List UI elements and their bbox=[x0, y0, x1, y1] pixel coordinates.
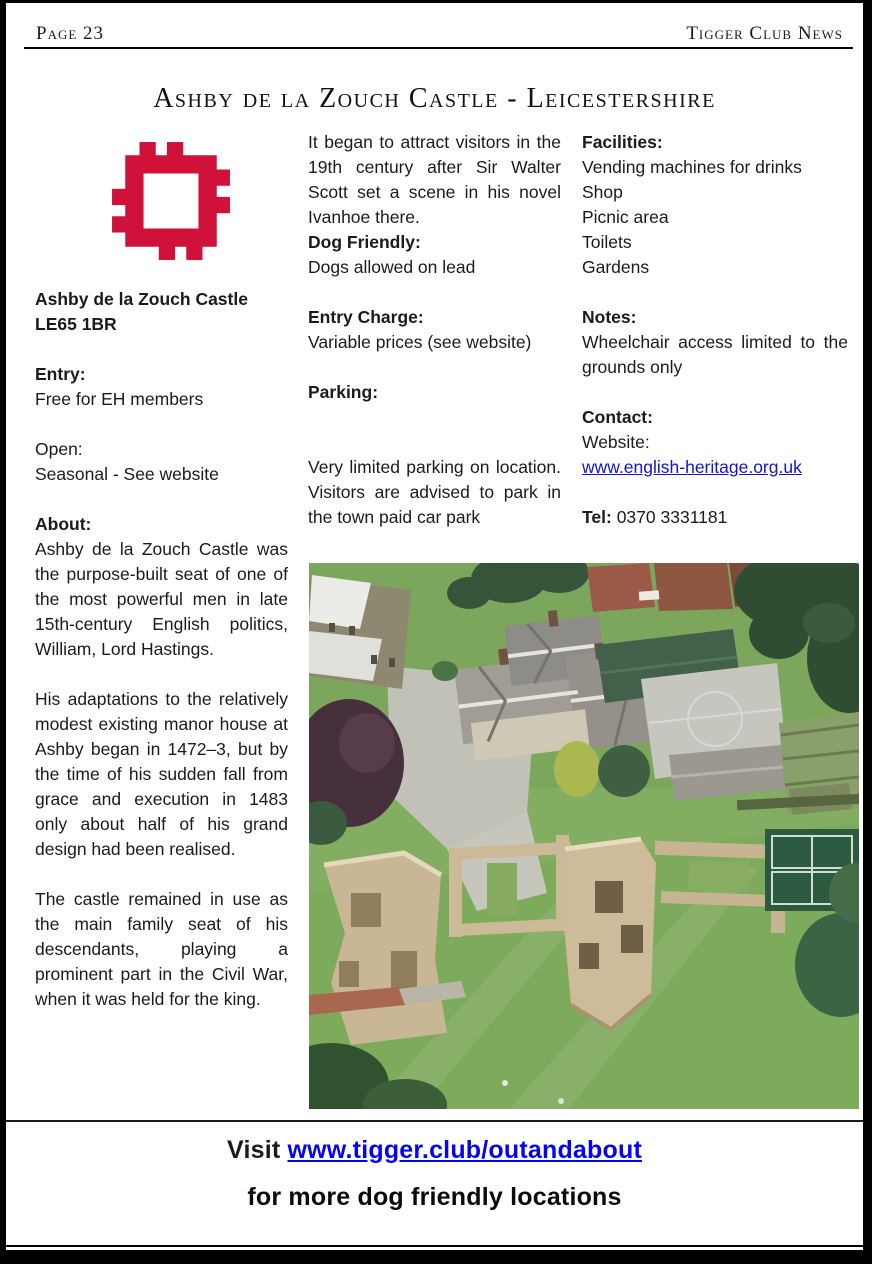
about-paragraph-1: Ashby de la Zouch Castle was the purpose-built seat of one of the most powerful men in late 15th-century English politics, William, Lord Hastings. bbox=[35, 539, 288, 659]
english-heritage-logo-icon bbox=[35, 130, 288, 287]
notes-label: Notes: bbox=[582, 307, 637, 327]
tel-line bbox=[582, 505, 848, 530]
facility-item: Gardens bbox=[582, 257, 650, 277]
footer-visit-prefix: Visit bbox=[227, 1136, 281, 1164]
facility-item: Shop bbox=[582, 182, 623, 202]
header-divider bbox=[24, 47, 853, 49]
left-column bbox=[35, 130, 288, 1012]
english-heritage-link[interactable]: www.english-heritage.org.uk bbox=[582, 457, 802, 477]
castle-aerial-photo bbox=[309, 563, 859, 1109]
footer-tagline: for more dog friendly locations bbox=[247, 1183, 622, 1211]
tel-value: 0370 3331181 bbox=[616, 507, 728, 527]
contact-label: Contact: bbox=[582, 407, 653, 427]
site-name: Ashby de la Zouch Castle bbox=[35, 289, 248, 309]
open-value: Seasonal - See website bbox=[35, 464, 219, 484]
newsletter-title: Tigger Club News bbox=[686, 23, 843, 44]
dog-friendly-value: Dogs allowed on lead bbox=[308, 257, 476, 277]
parking-label: Parking: bbox=[308, 382, 379, 402]
facility-item: Picnic area bbox=[582, 207, 669, 227]
middle-column bbox=[308, 130, 561, 530]
footer-visit-line bbox=[6, 1136, 863, 1165]
tigger-club-link[interactable]: www.tigger.club/outandabout bbox=[287, 1136, 642, 1164]
website-label: Website: bbox=[582, 432, 650, 452]
article-title: Ashby de la Zouch Castle - Leicestershire bbox=[153, 83, 716, 114]
facility-item: Vending machines for drinks bbox=[582, 157, 802, 177]
facility-item: Toilets bbox=[582, 232, 632, 252]
right-column bbox=[582, 130, 848, 530]
notes-value: Wheelchair access limited to the grounds only bbox=[582, 332, 848, 377]
about-paragraph-2: His adaptations to the relatively modest existing manor house at Ashby began in 1472–3, but by the time of his sudden fall from grace and execution in 1483 only about half of his grand design had been realised. bbox=[35, 689, 288, 859]
open-label: Open: bbox=[35, 439, 83, 459]
entry-charge-value: Variable prices (see website) bbox=[308, 332, 532, 352]
dog-friendly-label: Dog Friendly: bbox=[308, 232, 421, 252]
entry-label: Entry: bbox=[35, 364, 86, 384]
entry-charge-label: Entry Charge: bbox=[308, 307, 424, 327]
facilities-label: Facilities: bbox=[582, 132, 663, 152]
site-postcode: LE65 1BR bbox=[35, 314, 117, 334]
footer-divider bbox=[6, 1120, 863, 1122]
about-label: About: bbox=[35, 514, 92, 534]
about-paragraph-3: The castle remained in use as the main family seat of his descendants, playing a prominent part in the Civil War, when it was held for the king. bbox=[35, 889, 288, 1009]
parking-value: Very limited parking on location. Visitors are advised to park in the town paid car park bbox=[308, 457, 561, 527]
page-number: Page 23 bbox=[36, 23, 105, 44]
tel-label: Tel: bbox=[582, 507, 612, 527]
entry-value: Free for EH members bbox=[35, 389, 204, 409]
intro-paragraph: It began to attract visitors in the 19th century after Sir Walter Scott set a scene in his novel Ivanhoe there. bbox=[308, 132, 561, 227]
